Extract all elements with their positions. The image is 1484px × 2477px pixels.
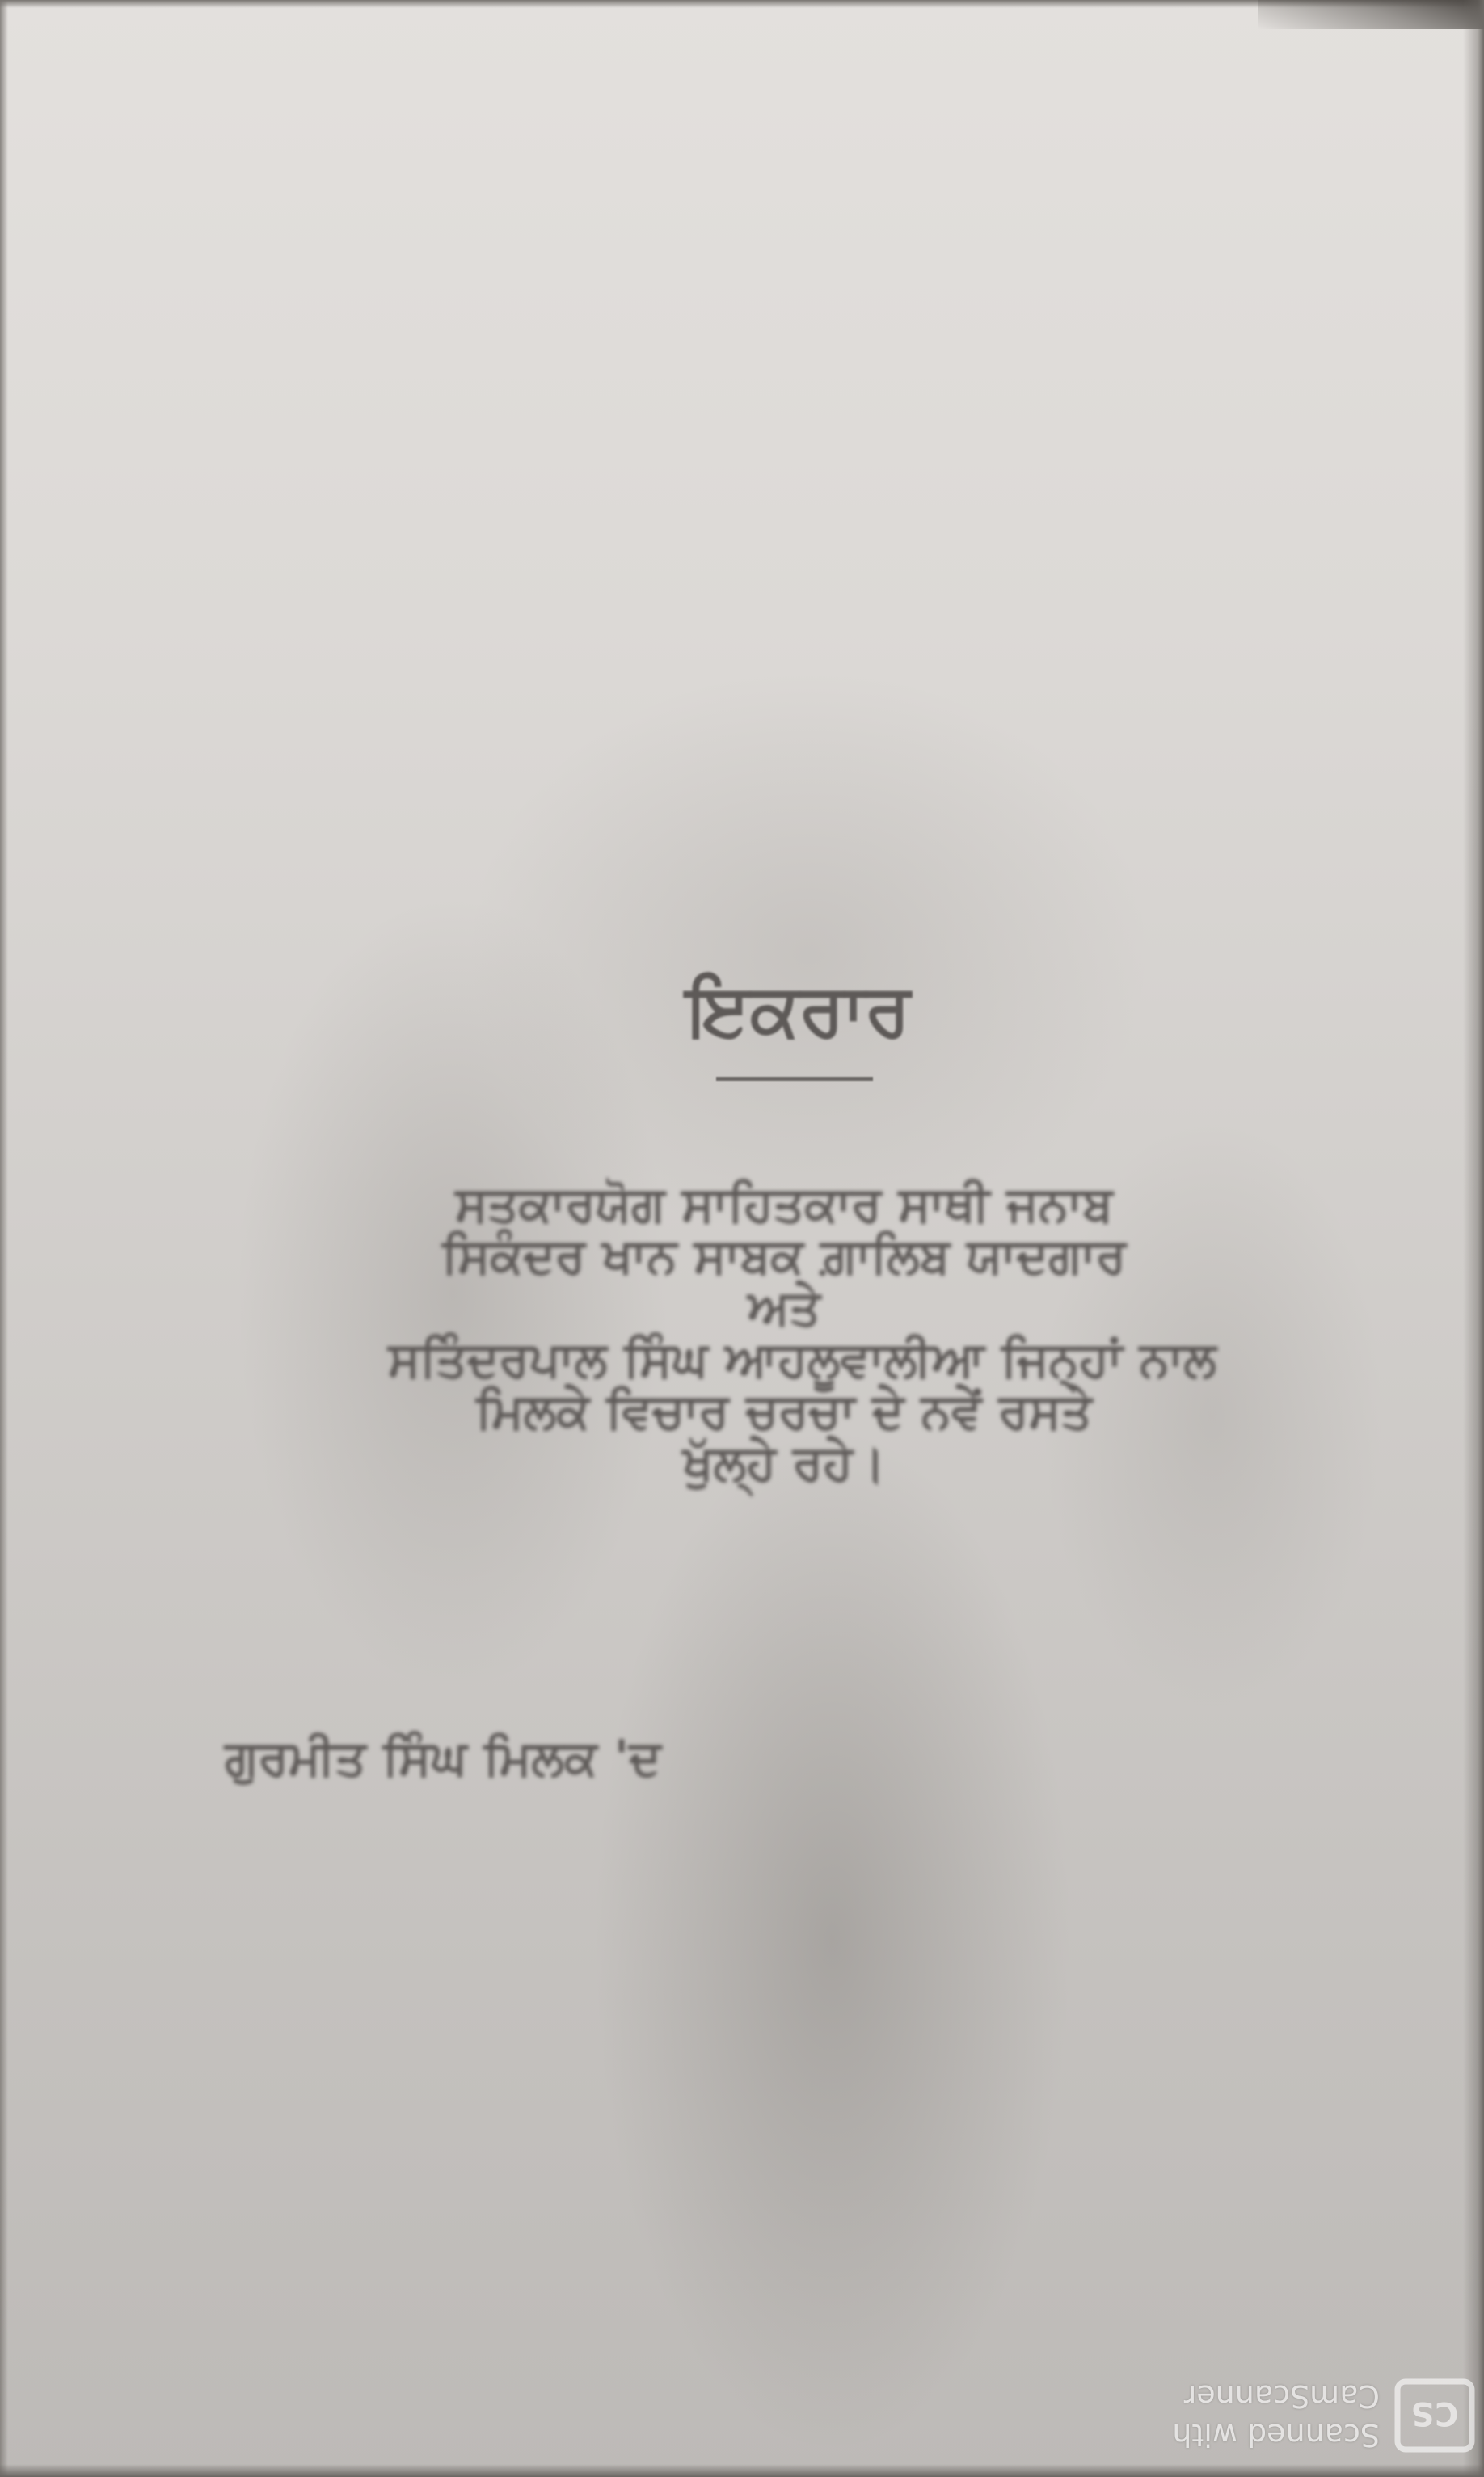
dedication-line: ਮਿਲਕੇ ਵਿਚਾਰ ਚਰਚਾ ਦੇ ਨਵੇਂ ਰਸਤੇ (476, 1383, 1092, 1440)
watermark-line-1: Scanned with (1172, 2417, 1380, 2453)
author-signature: ਗੁਰਮੀਤ ਸਿੰਘ ਮਿਲਕ 'ਦ (225, 1730, 661, 1787)
dedication-line: ਸਿਕੰਦਰ ਖਾਨ ਸਾਬਕ ਗ਼ਾਲਿਬ ਯਾਦਗਾਰ (441, 1228, 1127, 1285)
page-title: ਇਕਰਾਰ (686, 968, 911, 1053)
dedication-line: ਸਤਿੰਦਰਪਾਲ ਸਿੰਘ ਆਹਲੂਵਾਲੀਆ ਜਿਨ੍ਹਾਂ ਨਾਲ (388, 1331, 1216, 1388)
watermark-text (1105, 2377, 1380, 2454)
dedication-line: ਸਤਕਾਰਯੋਗ ਸਾਹਿਤਕਾਰ ਸਾਥੀ ਜਨਾਬ (455, 1176, 1113, 1233)
dedication-line: ਅਤੇ (748, 1280, 820, 1336)
camscanner-logo-icon (1394, 2378, 1475, 2453)
watermark-line-2: CamScanner (1183, 2378, 1380, 2414)
page-bottom-edge (0, 2464, 1484, 2477)
page-corner-shadow (1258, 0, 1484, 29)
title-underline (716, 1077, 873, 1081)
dedication-line: ਖੁੱਲ੍ਹੇ ਰਹੇ। (682, 1435, 886, 1492)
page-left-edge (0, 0, 8, 2477)
logo-text: CS (1410, 2395, 1459, 2432)
camscanner-watermark (1103, 2369, 1475, 2458)
dedication-block (388, 1176, 1216, 1492)
page-right-edge (1463, 0, 1484, 2477)
